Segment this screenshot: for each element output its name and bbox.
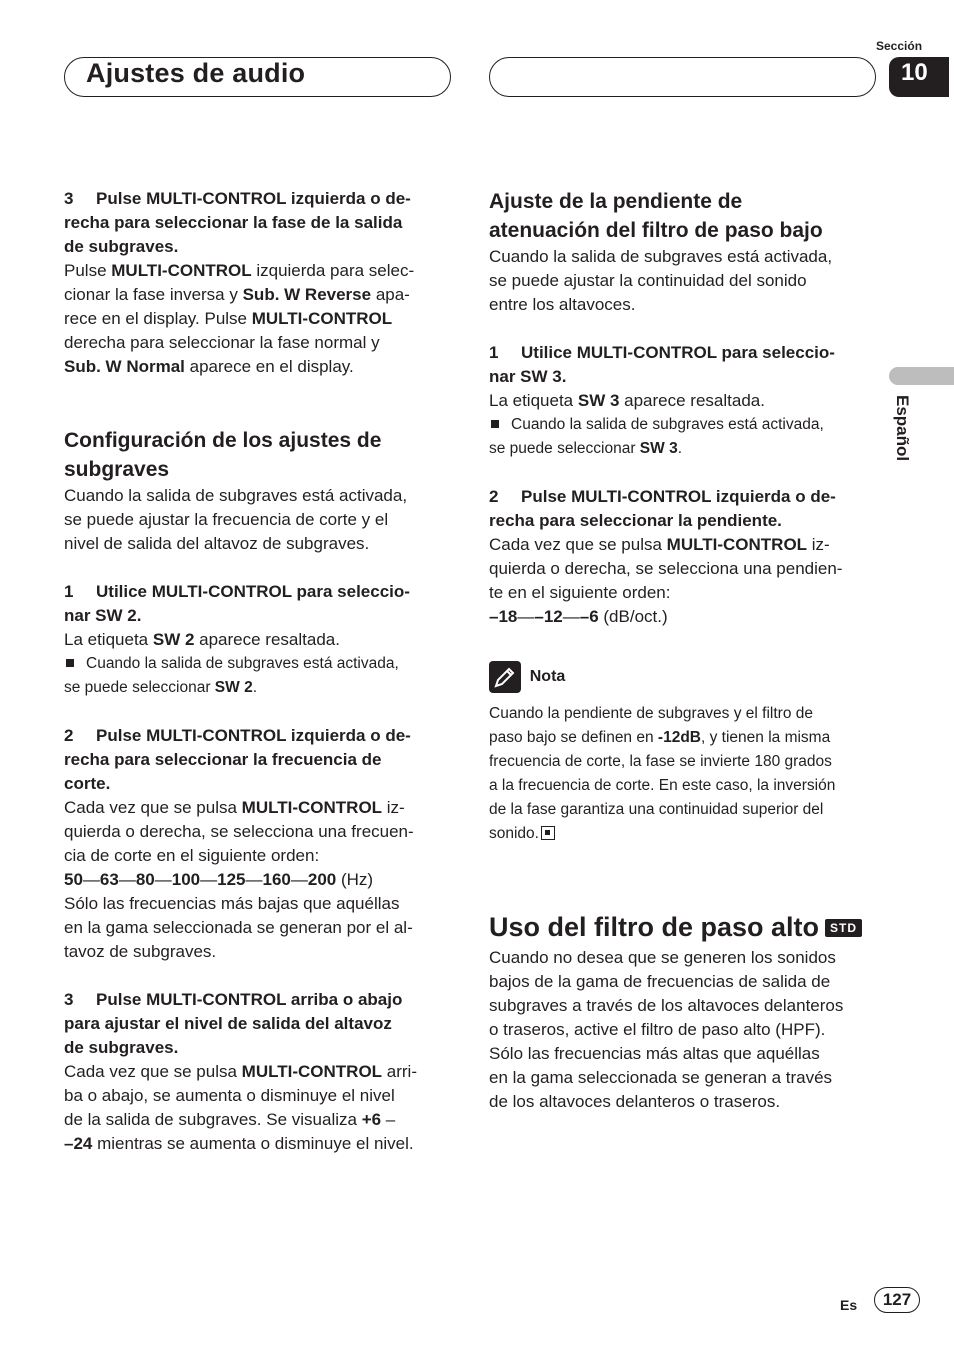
- step-number: 1: [489, 343, 499, 362]
- body-line: Pulse MULTI-CONTROL izquierda para selec-: [64, 261, 415, 280]
- step-title: Pulse MULTI-CONTROL izquierda o de-: [96, 726, 411, 745]
- step-3-phase: [64, 187, 454, 379]
- body-line: Cuando la salida de subgraves está activada,: [64, 486, 408, 505]
- hpf-section: [489, 910, 881, 1114]
- config-section: [64, 426, 454, 556]
- body-line: rece en el display. Pulse MULTI-CONTROL: [64, 309, 393, 328]
- note-line: paso bajo se definen en -12dB, y tienen la misma: [489, 728, 831, 746]
- page-section-title: Ajustes de audio: [86, 58, 306, 88]
- side-language-tab: [893, 395, 924, 485]
- step-number: 3: [64, 189, 74, 208]
- step-title: Pulse MULTI-CONTROL izquierda o de-: [96, 189, 411, 208]
- nota-block: [489, 659, 881, 846]
- body-line: Sólo las frecuencias más bajas que aquéllas: [64, 894, 400, 913]
- nota-header: [489, 659, 881, 694]
- pencil-note-icon: [489, 661, 521, 693]
- step-title: recha para seleccionar la frecuencia de: [64, 750, 382, 769]
- step-title: recha para seleccionar la pendiente.: [489, 511, 782, 530]
- body-line: cia de corte en el siguiente orden:: [64, 846, 320, 865]
- section-number-badge: 10: [889, 57, 949, 97]
- step-3-level: [64, 988, 454, 1156]
- step-title: corte.: [64, 774, 111, 793]
- body-line: ba o abajo, se aumenta o disminuye el nivel: [64, 1086, 395, 1105]
- body-line: bajos de la gama de frecuencias de salida de: [489, 971, 831, 991]
- step-title: de subgraves.: [64, 237, 179, 256]
- body-line: en la gama seleccionada se generan por el al-: [64, 918, 413, 937]
- right-column: [489, 187, 881, 1114]
- bullet-icon: [66, 659, 74, 667]
- section-heading: Configuración de los ajustes de: [64, 429, 382, 452]
- body-line: Cuando la salida de subgraves está activada,: [489, 247, 833, 266]
- step-title: para ajustar el nivel de salida del altavoz: [64, 1014, 392, 1033]
- step-title: Pulse MULTI-CONTROL arriba o abajo: [96, 990, 403, 1009]
- body-line: tavoz de subgraves.: [64, 942, 217, 961]
- language-code: Es: [840, 1297, 858, 1313]
- body-line: Sub. W Normal aparece en el display.: [64, 357, 354, 376]
- note-line: Cuando la salida de subgraves está activada,: [64, 652, 454, 676]
- body-line: La etiqueta SW 3 aparece resaltada.: [489, 391, 765, 410]
- note-line: Cuando la pendiente de subgraves y el filtro de: [489, 704, 813, 722]
- step-title: recha para seleccionar la fase de la salida: [64, 213, 403, 232]
- seccion-label: Sección: [876, 39, 923, 53]
- body-line: o traseros, active el filtro de paso alto (HPF).: [489, 1019, 826, 1039]
- note-line: frecuencia de corte, la fase se invierte 180 grados: [489, 752, 832, 770]
- note-line: Cuando la salida de subgraves está activada,: [489, 413, 881, 437]
- body-line: en la gama seleccionada se generan a través: [489, 1067, 833, 1087]
- body-line: quierda o derecha, se selecciona una frecuen-: [64, 822, 414, 841]
- section-heading: subgraves: [64, 458, 170, 481]
- page-number: 127: [874, 1287, 920, 1313]
- step-title: Utilice MULTI-CONTROL para seleccio-: [521, 343, 835, 362]
- body-line: Cuando no desea que se generen los sonidos: [489, 947, 836, 967]
- body-line: de la salida de subgraves. Se visualiza +6 –: [64, 1110, 396, 1129]
- step-1-sw2: [64, 580, 454, 700]
- step-number: 2: [489, 487, 499, 506]
- step-title: nar SW 2.: [64, 606, 142, 625]
- body-line: cionar la fase inversa y Sub. W Reverse apa-: [64, 285, 410, 304]
- step-number: 3: [64, 990, 74, 1009]
- std-badge: STD: [825, 919, 862, 937]
- body-line: Cada vez que se pulsa MULTI-CONTROL arri-: [64, 1062, 417, 1081]
- step-title: nar SW 3.: [489, 367, 567, 386]
- section-heading: Uso del filtro de paso alto STD: [489, 910, 881, 944]
- body-line: nivel de salida del altavoz de subgraves.: [64, 534, 370, 553]
- body-line: La etiqueta SW 2 aparece resaltada.: [64, 630, 340, 649]
- note-line: a la frecuencia de corte. En este caso, la inversión: [489, 776, 836, 794]
- end-mark-icon: [541, 826, 555, 840]
- body-line: se puede ajustar la continuidad del sonido: [489, 271, 807, 290]
- left-column: [64, 187, 454, 1156]
- note-line: se puede seleccionar SW 2.: [64, 679, 258, 696]
- step-number: 2: [64, 726, 74, 745]
- note-line: sonido.: [489, 822, 881, 846]
- section-heading: Ajuste de la pendiente de: [489, 190, 743, 213]
- step-title: Pulse MULTI-CONTROL izquierda o de-: [521, 487, 836, 506]
- side-language-label: Español: [893, 395, 912, 462]
- note-line: de la fase garantiza una continuidad superior del: [489, 800, 824, 818]
- slope-sequence: –18—–12—–6 (dB/oct.): [489, 607, 668, 626]
- frequency-sequence: 50—63—80—100—125—160—200 (Hz): [64, 870, 374, 889]
- body-line: te en el siguiente orden:: [489, 583, 671, 602]
- step-1-sw3: [489, 341, 881, 461]
- body-line: derecha para seleccionar la fase normal y: [64, 333, 380, 352]
- body-line: subgraves a través de los altavoces delanteros: [489, 995, 844, 1015]
- step-title: de subgraves.: [64, 1038, 179, 1057]
- body-line: Cada vez que se pulsa MULTI-CONTROL iz-: [64, 798, 405, 817]
- step-2-slope: [489, 485, 881, 629]
- body-line: –24 mientras se aumenta o disminuye el nivel.: [64, 1134, 414, 1153]
- step-title: Utilice MULTI-CONTROL para seleccio-: [96, 582, 410, 601]
- body-line: Cada vez que se pulsa MULTI-CONTROL iz-: [489, 535, 830, 554]
- nota-label: Nota: [529, 667, 566, 685]
- body-line: entre los altavoces.: [489, 295, 636, 314]
- body-line: se puede ajustar la frecuencia de corte y el: [64, 510, 389, 529]
- body-line: Sólo las frecuencias más altas que aquéllas: [489, 1043, 820, 1063]
- header-blank-frame: [489, 57, 876, 97]
- step-number: 1: [64, 582, 74, 601]
- section-heading: atenuación del filtro de paso bajo: [489, 219, 823, 242]
- body-line: quierda o derecha, se selecciona una pendien-: [489, 559, 843, 578]
- step-2-frequency: [64, 724, 454, 964]
- note-line: se puede seleccionar SW 3.: [489, 440, 683, 457]
- side-tab-marker: [889, 367, 954, 385]
- pendiente-section: [489, 187, 881, 317]
- bullet-icon: [491, 420, 499, 428]
- body-line: de los altavoces delanteros o traseros.: [489, 1091, 781, 1111]
